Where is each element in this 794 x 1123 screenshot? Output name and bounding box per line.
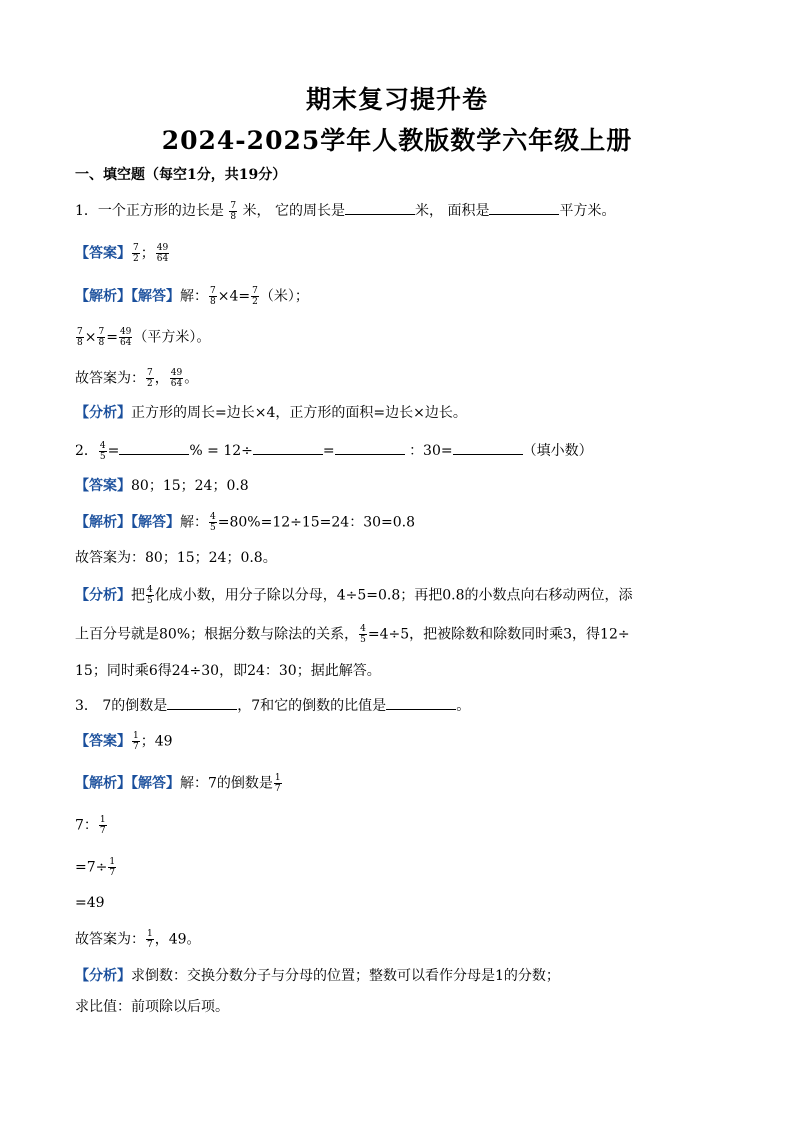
q3-step1: 7： $\frac{1}{7}$ bbox=[75, 815, 106, 836]
answer-tag: 【答案】 bbox=[75, 733, 131, 750]
analysis2-tag: 【分析】 bbox=[75, 968, 131, 984]
fraction: $\frac{49}{64}$ bbox=[156, 243, 169, 264]
analysis-tag: 【解析】 bbox=[75, 514, 131, 531]
q3-analysis-line2: 求比值：前项除以后项。 bbox=[75, 999, 229, 1015]
fraction: $\frac{1}{7}$ bbox=[274, 773, 281, 794]
blank bbox=[167, 695, 237, 710]
fraction: $\frac{49}{64}$ bbox=[119, 327, 132, 348]
blank bbox=[335, 440, 405, 455]
q3-solution: 【解析】【解答】解：7的倒数是 $\frac{1}{7}$ bbox=[75, 773, 281, 794]
fraction: $\frac{4}{5}$ bbox=[99, 440, 106, 462]
q2-analysis: 【分析】把 $\frac{4}{5}$ 化成小数，用分子除以分母，4÷5=0.8；再把0.8的小数点向右移动两位，添 bbox=[75, 585, 633, 606]
q1-stem: 1．一个正方形的边长是 $\frac{7}{8}$ 米， 它的周长是 米， 面积是 平方米。 bbox=[75, 200, 616, 222]
solve-tag: 【解答】 bbox=[131, 514, 180, 531]
q2-analysis-line3: 15；同时乘6得24÷30，即24：30；据此解答。 bbox=[75, 663, 381, 679]
fraction: $\frac{7}{2}$ bbox=[252, 286, 258, 307]
analysis2-tag: 【分析】 bbox=[75, 405, 131, 421]
blank bbox=[386, 695, 456, 710]
q3-step3: =49 bbox=[75, 895, 105, 911]
fraction: $\frac{7}{8}$ bbox=[230, 200, 237, 222]
q1-final: 故答案为： $\frac{7}{2}$ ， $\frac{49}{64}$ 。 bbox=[75, 368, 199, 389]
solve-tag: 【解答】 bbox=[131, 775, 180, 792]
analysis2-tag: 【分析】 bbox=[75, 587, 131, 604]
q2-final: 故答案为：80；15；24；0.8。 bbox=[75, 550, 277, 566]
q1-analysis: 【分析】正方形的周长=边长×4，正方形的面积=边长×边长。 bbox=[75, 405, 467, 421]
q1-solution-line2: $\frac{7}{8}$ × $\frac{7}{8}$ = $\frac{49}{64}$ （平方米）。 bbox=[77, 327, 211, 348]
fraction: $\frac{7}{2}$ bbox=[147, 368, 153, 389]
fraction: $\frac{1}{7}$ bbox=[99, 815, 106, 836]
fraction: $\frac{1}{7}$ bbox=[147, 929, 153, 950]
q3-step2: =7÷ $\frac{1}{7}$ bbox=[75, 857, 116, 878]
q1-solution: 【解析】【解答】解： $\frac{7}{8}$ ×4= $\frac{7}{2}$ （米）； bbox=[75, 286, 309, 307]
q2-stem: 2． $\frac{4}{5}$ = % = 12÷ = ：30= （填小数） bbox=[75, 440, 593, 462]
solve-tag: 【解答】 bbox=[131, 288, 180, 305]
section-heading: 一、填空题（每空1分，共19分） bbox=[75, 167, 287, 183]
blank bbox=[253, 440, 323, 455]
fraction: $\frac{1}{7}$ bbox=[133, 731, 139, 752]
fraction: $\frac{4}{5}$ bbox=[210, 512, 216, 533]
fraction: $\frac{7}{8}$ bbox=[210, 286, 216, 307]
fraction: $\frac{1}{7}$ bbox=[109, 857, 116, 878]
doc-subtitle: 2024-2025学年人教版数学六年级上册 bbox=[161, 126, 633, 155]
q1-answer: 【答案】 $\frac{7}{2}$ ； $\frac{49}{64}$ bbox=[75, 243, 169, 264]
doc-title: 期末复习提升卷 bbox=[305, 85, 488, 114]
q2-answer: 【答案】80；15；24；0.8 bbox=[75, 478, 249, 494]
fraction: $\frac{7}{2}$ bbox=[133, 243, 139, 264]
analysis-tag: 【解析】 bbox=[75, 288, 131, 305]
q2-analysis-line2: 上百分号就是80%；根据分数与除法的关系， $\frac{4}{5}$ =4÷5，把被除数和除数同时乘3，得12÷ bbox=[75, 624, 630, 645]
q3-stem: 3． 7的倒数是 ，7和它的倒数的比值是 。 bbox=[75, 695, 470, 716]
blank bbox=[489, 200, 559, 215]
fraction: $\frac{7}{8}$ bbox=[77, 327, 83, 348]
q3-analysis: 【分析】求倒数：交换分数分子与分母的位置；整数可以看作分母是1的分数； bbox=[75, 968, 560, 984]
q2-solution: 【解析】【解答】解： $\frac{4}{5}$ =80%=12÷15=24：30=0.8 bbox=[75, 512, 416, 533]
q3-answer: 【答案】 $\frac{1}{7}$ ；49 bbox=[75, 731, 173, 752]
analysis-tag: 【解析】 bbox=[75, 775, 131, 792]
q3-final: 故答案为： $\frac{1}{7}$ ，49。 bbox=[75, 929, 201, 950]
blank bbox=[119, 440, 189, 455]
blank bbox=[345, 200, 415, 215]
blank bbox=[453, 440, 523, 455]
fraction: $\frac{4}{5}$ bbox=[360, 624, 366, 645]
answer-tag: 【答案】 bbox=[75, 245, 131, 262]
answer-tag: 【答案】 bbox=[75, 478, 131, 494]
fraction: $\frac{7}{8}$ bbox=[98, 327, 105, 348]
fraction: $\frac{4}{5}$ bbox=[147, 585, 153, 606]
fraction: $\frac{49}{64}$ bbox=[170, 368, 183, 389]
